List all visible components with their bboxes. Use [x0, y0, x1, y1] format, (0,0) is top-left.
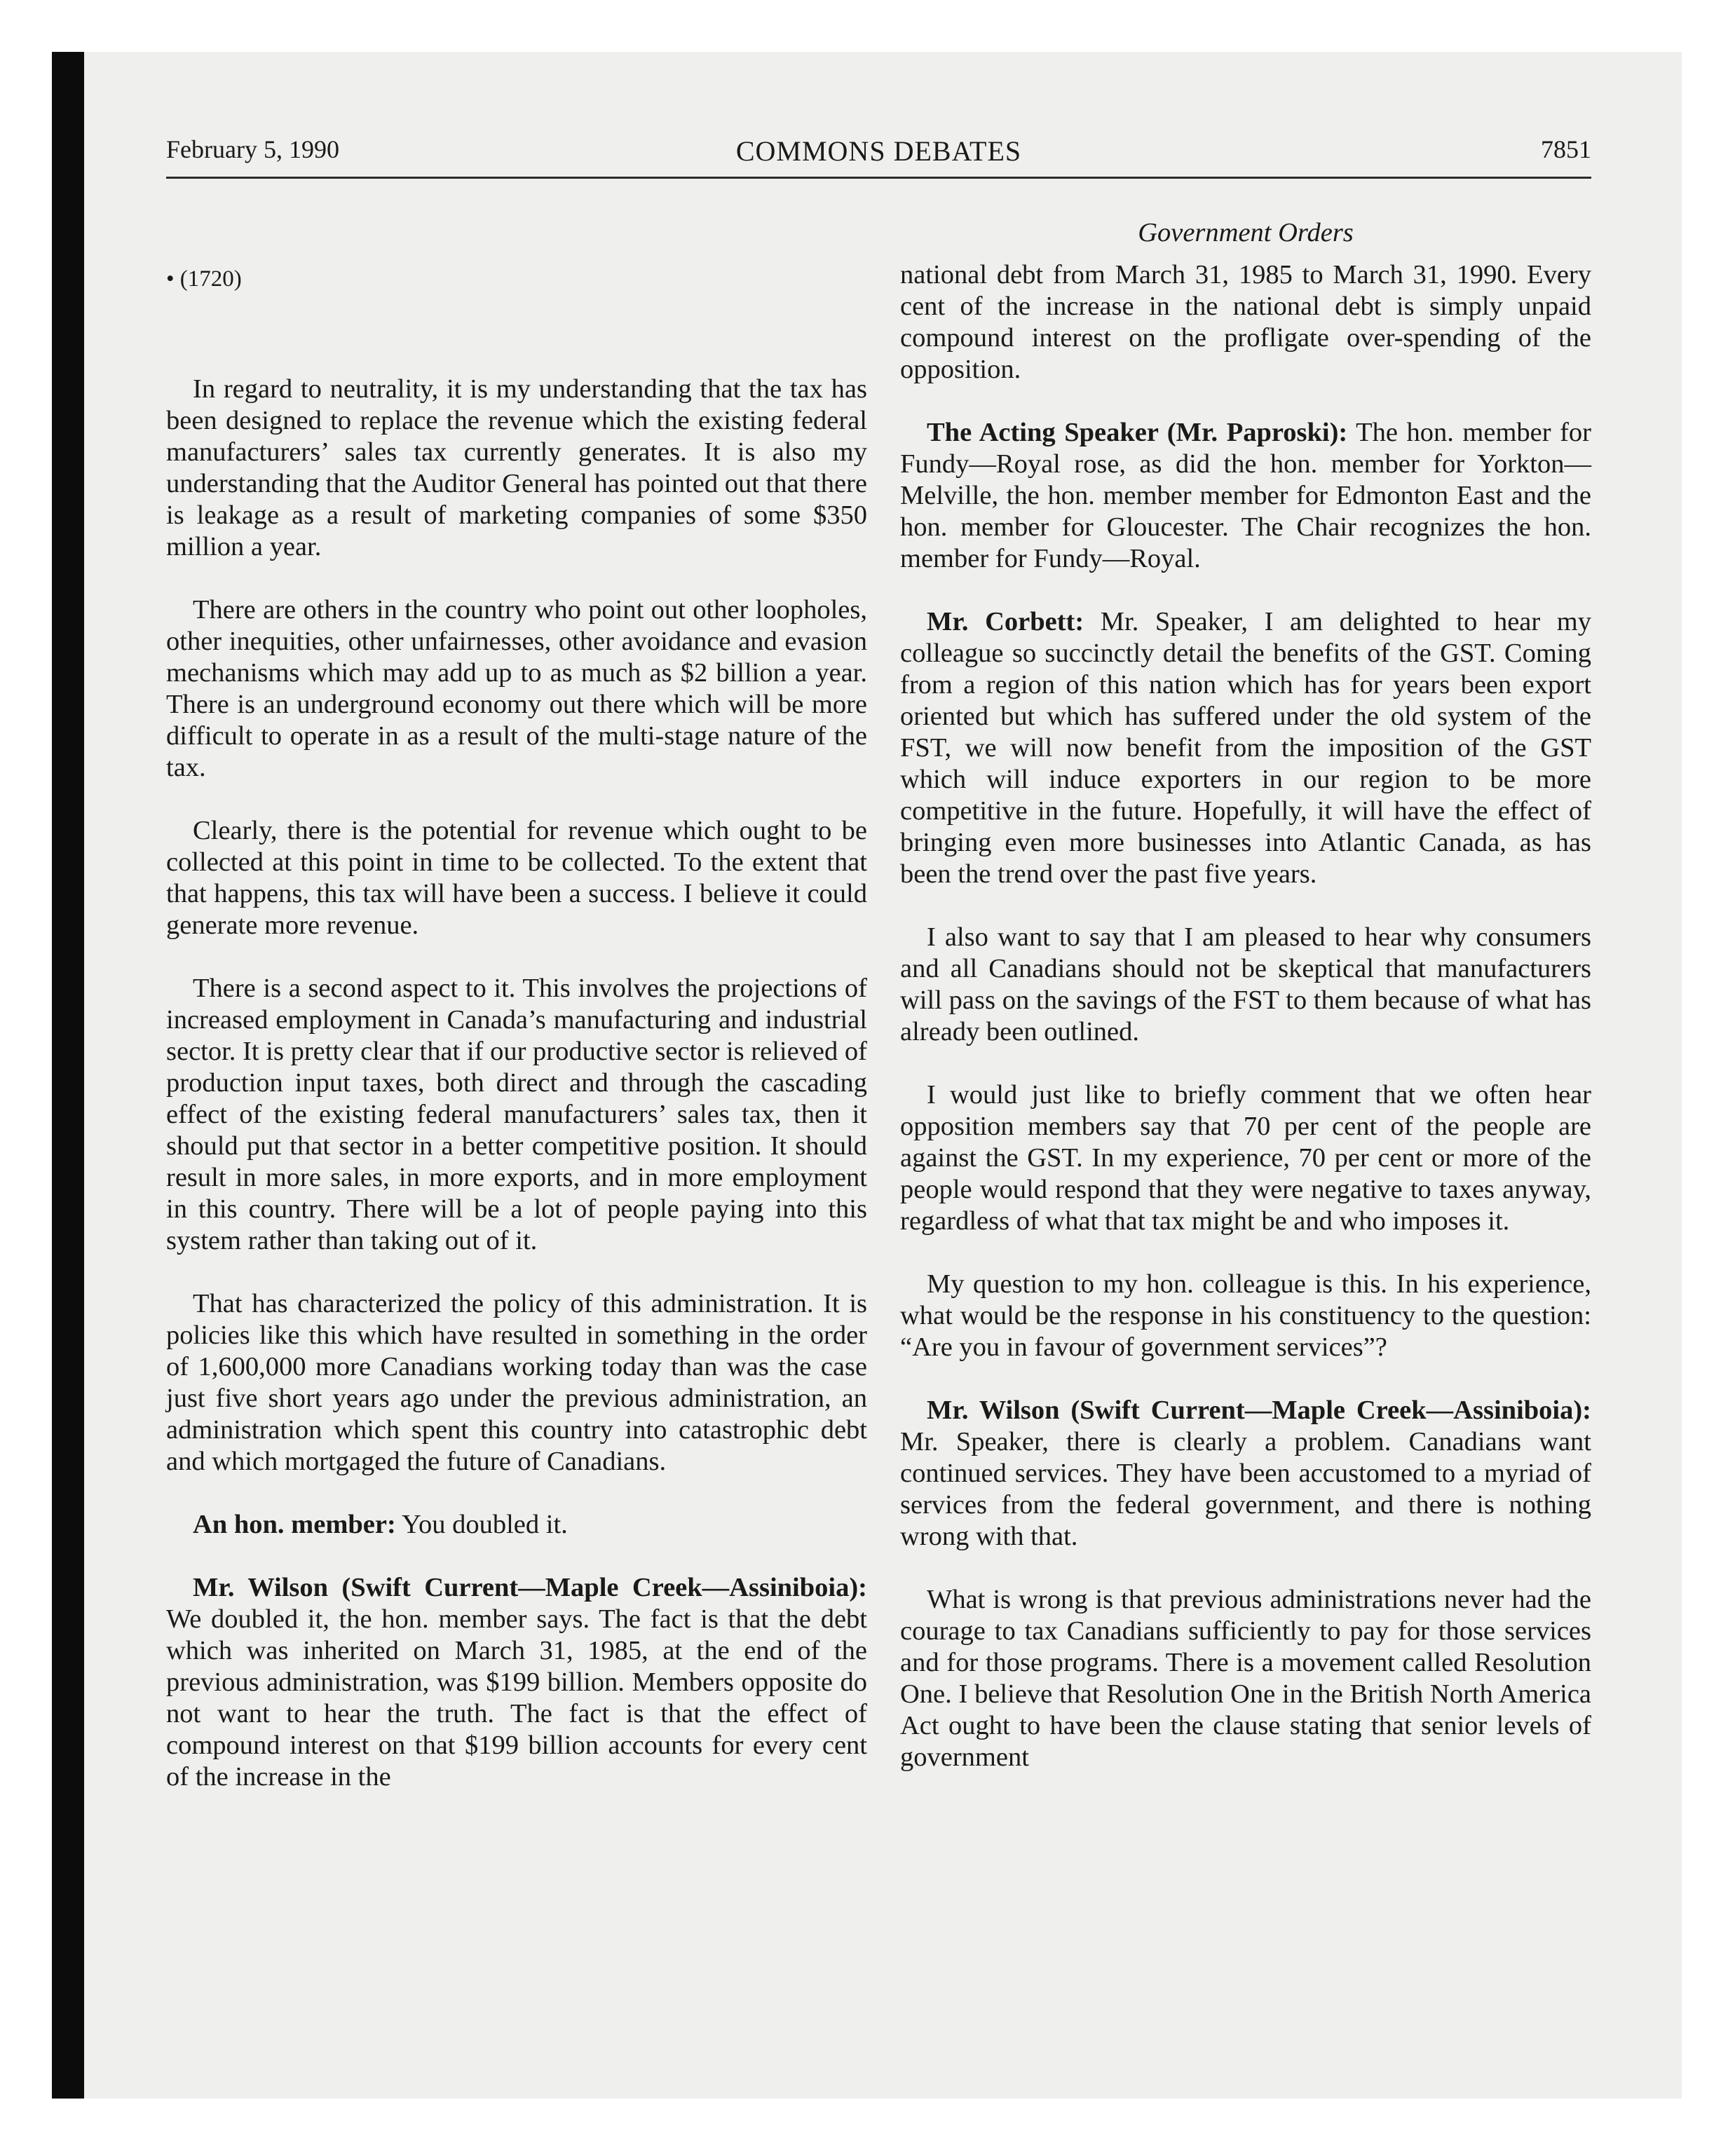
speaker-name: Mr. Wilson (Swift Current—Maple Creek—Assiniboia): [927, 1396, 1591, 1425]
paragraph-text: In regard to neutrality, it is my understanding that the tax has been designed to replace the revenue which the existing federal manufacturers’ sales tax currently generates. It is also my understanding that the Auditor General has pointed out that there is leakage as a result of marketing companies of some $350 million a year. [166, 374, 867, 561]
paragraph-text: You doubled it. [395, 1510, 568, 1539]
paragraph [900, 1269, 1591, 1363]
paragraph [900, 1395, 1591, 1553]
section-label: Government Orders [1138, 218, 1354, 247]
paragraph [166, 973, 867, 1257]
paragraph-text: national debt from March 31, 1985 to March 31, 1990. Every cent of the increase in the national debt is simply unpaid compound interest on the profligate over-spending of the opposition. [900, 260, 1591, 384]
binding-edge-shadow [52, 52, 84, 2099]
paragraph [166, 374, 867, 563]
paragraph [900, 1584, 1591, 1773]
right-column [900, 217, 1591, 1805]
paragraph-text: I would just like to briefly comment that we often hear opposition members say that 70 per cent of the people are against the GST. In my experience, 70 per cent or more of the people would respond that they were negative to taxes anyway, regardless of what that tax might be and who imposes it. [900, 1080, 1591, 1236]
paragraph-text: The hon. member for Fundy—Royal rose, as did the hon. member for Yorkton—Melville, the hon. member member for Edmonton East and the hon. member for Gloucester. The Chair recognizes the hon. member for Fundy—Royal. [900, 418, 1591, 573]
paragraph-text: That has characterized the policy of this administration. It is policies like this which have resulted in something in the order of 1,600,000 more Canadians working today than was the case just five short years ago under the previous administration, an administration which spent this country into catastrophic debt and which mortgaged the future of Canadians. [166, 1289, 867, 1476]
left-column [166, 217, 867, 1824]
paragraph [900, 922, 1591, 1048]
paragraph [166, 815, 867, 941]
paragraph [166, 594, 867, 784]
paragraph-text: There are others in the country who point out other loopholes, other inequities, other unfairnesses, other avoidance and evasion mechanisms which may add up to as much as $2 billion a year. There is an underground economy out there which will be more difficult to operate in as a result of the multi-stage nature of the tax. [166, 595, 867, 782]
paragraph-text: We doubled it, the hon. member says. The fact is that the debt which was inherited on March 31, 1985, at the end of the previous administration, was $199 billion. Members opposite do not want to hear the truth. The fact is that the effect of compound interest on that $199 billion accounts for every cent of the increase in the [166, 1604, 867, 1792]
speaker-name: Mr. Wilson (Swift Current—Maple Creek—Assiniboia): [193, 1573, 867, 1602]
paragraph-text: There is a second aspect to it. This involves the projections of increased employment in Canada’s manufacturing and industrial sector. It is pretty clear that if our productive sector is relieved of production input taxes, both direct and through the cascading effect of the existing federal manufacturers’ sales tax, then it should put that sector in a better competitive position. It should result in more sales, in more exports, and in more employment in this country. There will be a lot of people paying into this system rather than taking out of it. [166, 974, 867, 1255]
speaker-name: Mr. Corbett: [927, 607, 1084, 636]
paragraph [900, 259, 1591, 386]
paragraph-text: My question to my hon. colleague is this. In his experience, what would be the response in his constituency to the question: “Are you in favour of government services”? [900, 1269, 1591, 1362]
speaker-name: An hon. member: [193, 1510, 396, 1539]
paragraph [900, 1079, 1591, 1237]
paragraph [166, 1509, 867, 1541]
header-date: February 5, 1990 [166, 135, 339, 163]
header-page-number: 7851 [1541, 135, 1591, 163]
paragraph [166, 1572, 867, 1793]
page-header [166, 135, 1591, 179]
paragraph-text: Mr. Speaker, I am delighted to hear my colleague so succinctly detail the benefits of the GST. Coming from a region of this nation which has for years been export oriented but which has suffered under the old system of the FST, we will now benefit from the imposition of the GST which will induce exporters in our region to be more competitive in the future. Hopefully, it will have the effect of bringing even more businesses into Atlantic Canada, as has been the trend over the past five years. [900, 607, 1591, 889]
paragraph [166, 1288, 867, 1478]
paragraph-text: Clearly, there is the potential for revenue which ought to be collected at this point in time to be collected. To the extent that that happens, this tax will have been a success. I believe it could generate more revenue. [166, 816, 867, 940]
paragraph-text: I also want to say that I am pleased to hear why consumers and all Canadians should not be skeptical that manufacturers will pass on the savings of the FST to them because of what has already been outlined. [900, 922, 1591, 1046]
speaker-name: The Acting Speaker (Mr. Paproski): [927, 418, 1348, 447]
paragraph-text: What is wrong is that previous administrations never had the courage to tax Canadians sufficiently to pay for those services and for those programs. There is a movement called Resolution One. I believe that Resolution One in the British North America Act ought to have been the clause stating that senior levels of government [900, 1585, 1591, 1772]
paragraph [900, 417, 1591, 575]
time-stamp: • (1720) [166, 266, 242, 292]
paragraph-text: Mr. Speaker, there is clearly a problem. Canadians want continued services. They have been accustomed to a myriad of services from the federal government, and there is nothing wrong with that. [900, 1427, 1591, 1551]
paragraph [900, 606, 1591, 890]
header-title: COMMONS DEBATES [735, 135, 1022, 167]
